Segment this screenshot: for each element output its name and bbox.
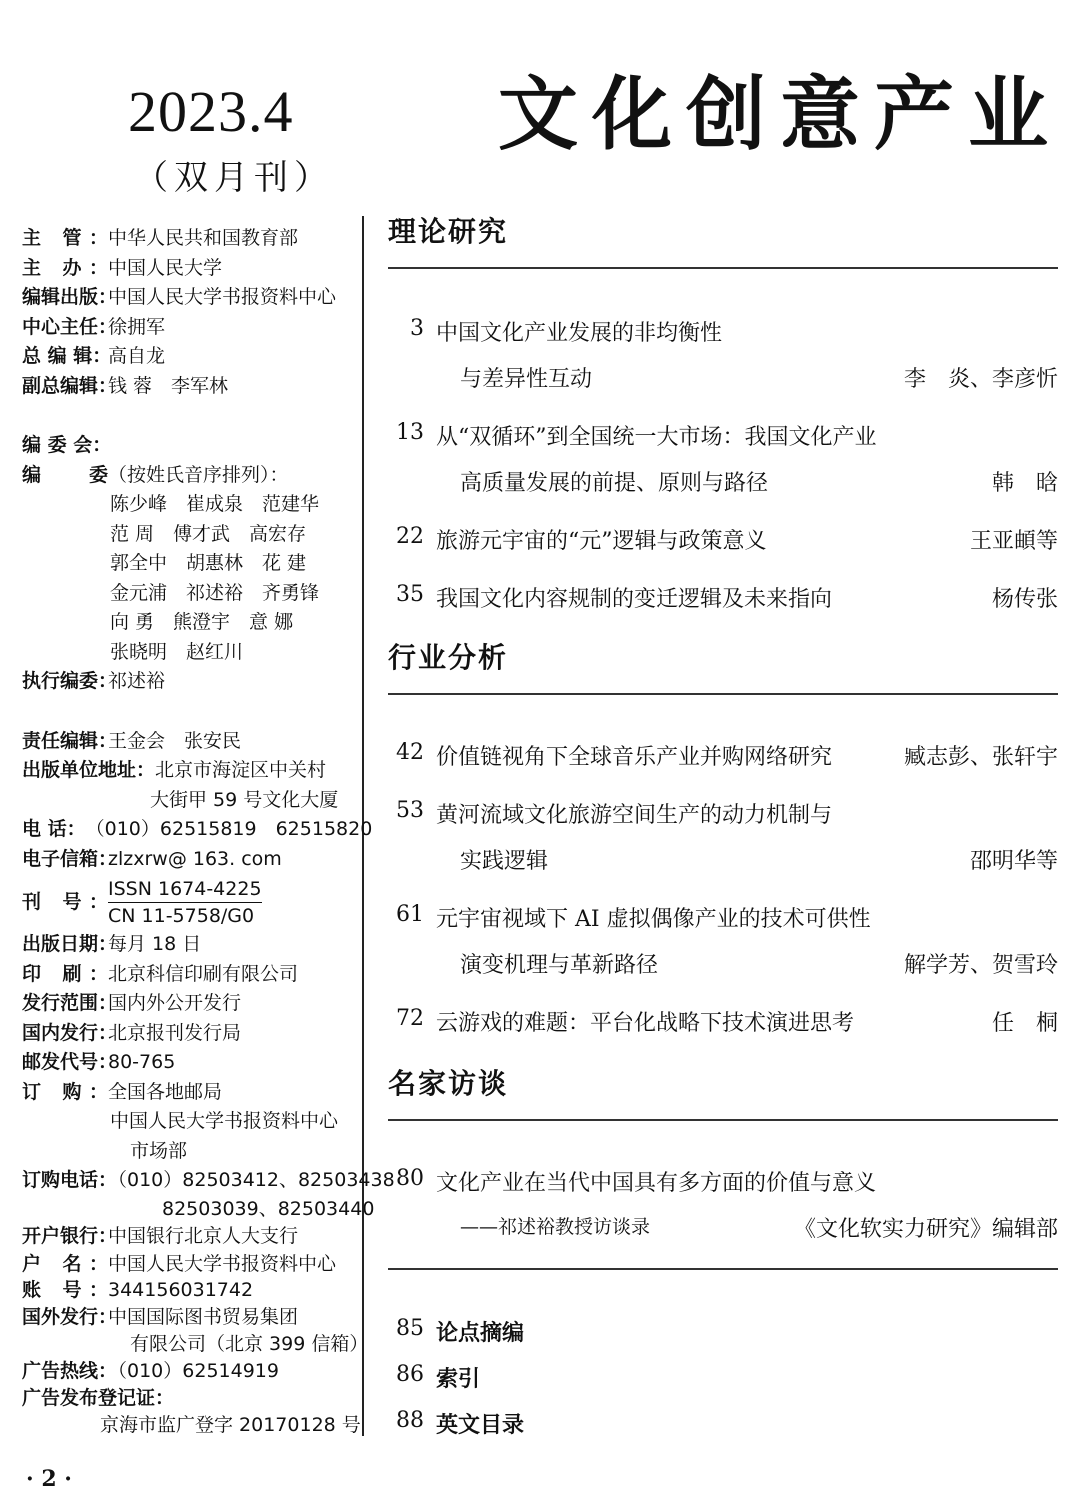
toc-title-cont: 演变机理与革新路径: [460, 953, 659, 978]
colophon-label: 总 编 辑：: [22, 345, 112, 367]
toc-page: 85: [396, 1316, 424, 1341]
toc-entry[interactable]: [388, 316, 1058, 406]
toc-title: 价值链视角下全球音乐产业并购网络研究: [436, 745, 833, 770]
toc-title: 我国文化内容规制的变迁逻辑及未来指向: [436, 587, 833, 612]
toc-title-cont: 与差异性互动: [460, 367, 593, 392]
colophon-label: 出版单位地址：: [22, 759, 156, 781]
toc-title: 元宇宙视域下 AI 虚拟偶像产业的技术可供性: [436, 907, 871, 932]
colophon-label: 国内发行：: [22, 1021, 118, 1044]
toc-page: 13: [396, 420, 424, 445]
colophon-value: 80-765: [108, 1051, 176, 1073]
colophon-label: 编 委: [22, 463, 108, 486]
colophon-row: [22, 960, 358, 990]
colophon-label: 中心主任：: [22, 315, 118, 338]
toc-author: 任 桐: [991, 1011, 1058, 1036]
toc-title: 黄河流域文化旅游空间生产的动力机制与: [436, 803, 833, 828]
colophon-value: 中国人民大学书报资料中心: [108, 286, 337, 308]
colophon-row: [22, 1048, 358, 1078]
colophon-label: 电 话：: [22, 818, 86, 840]
toc-entry[interactable]: [388, 1316, 1058, 1356]
colophon-row: [22, 989, 358, 1019]
colophon-value: 全国各地邮局: [108, 1080, 223, 1103]
toc-page: 42: [396, 740, 424, 765]
section-heading: 名家访谈: [388, 1067, 509, 1100]
toc-author: 李 炎、李彦忻: [903, 367, 1058, 392]
toc-page: 61: [396, 902, 424, 927]
toc-entry[interactable]: [388, 1006, 1058, 1046]
colophon-label: 开户银行：: [22, 1224, 118, 1247]
section-rule: [388, 1268, 1058, 1270]
toc-author: 杨传张: [991, 587, 1058, 612]
toc-title-cont: 实践逻辑: [460, 849, 549, 874]
colophon-label: 编 委 会：: [22, 434, 112, 456]
colophon-row: [22, 342, 358, 372]
colophon-row: [22, 1078, 358, 1108]
issn: ISSN 1674-4225: [108, 876, 262, 903]
colophon-row: [22, 372, 358, 402]
toc-page: 22: [396, 524, 424, 549]
colophon-row: [22, 1385, 358, 1412]
toc-title: 旅游元宇宙的“元”逻辑与政策意义: [436, 529, 767, 554]
cn-number: CN 11-5758/G0: [108, 905, 255, 927]
colophon-row: [22, 313, 358, 343]
colophon-label: 邮发代号：: [22, 1051, 118, 1073]
colophon-row: [22, 1019, 358, 1049]
colophon-label: 主 管：: [22, 227, 108, 249]
toc-title: 云游戏的难题：平台化战略下技术演进思考: [436, 1011, 855, 1036]
toc-subtitle: ——祁述裕教授访谈录: [460, 1216, 651, 1238]
toc-author: 邵明华等: [969, 849, 1058, 874]
colophon-row: [22, 254, 358, 284]
section-heading: 理论研究: [388, 215, 509, 248]
colophon-value: 钱 蓉 李军林: [108, 374, 229, 397]
colophon-value: 中国人民大学书报资料中心: [108, 1253, 337, 1275]
colophon-row: [22, 1222, 358, 1252]
colophon-value: 高自龙: [108, 345, 166, 367]
colophon-value: （010）82503412、82503438: [108, 1169, 395, 1191]
toc-page: 72: [396, 1006, 424, 1031]
section-heading: 行业分析: [388, 641, 509, 674]
colophon-value: 大街甲 59 号文化大厦: [150, 788, 339, 811]
colophon-label: 编辑出版：: [22, 286, 118, 308]
toc-title: 索引: [436, 1367, 481, 1392]
colophon-value: 京海市监广登字 20170128 号: [100, 1414, 361, 1436]
toc-entry[interactable]: [388, 1408, 1058, 1448]
colophon-row: [22, 845, 358, 875]
toc-title: 文化产业在当代中国具有多方面的价值与意义: [436, 1171, 877, 1196]
section-rule: [388, 693, 1058, 695]
toc-title: 从“双循环”到全国统一大市场：我国文化产业: [436, 425, 877, 450]
colophon-label: 国外发行：: [22, 1306, 118, 1328]
toc-author: 《文化软实力研究》编辑部: [793, 1217, 1058, 1242]
colophon-label: 出版日期：: [22, 933, 118, 955]
toc-author: 王亚頔等: [969, 529, 1058, 554]
colophon-value: 82503039、82503440: [162, 1197, 375, 1220]
toc-title: 英文目录: [436, 1413, 525, 1438]
colophon-label: 副总编辑：: [22, 374, 118, 397]
colophon: [22, 224, 395, 1439]
toc-page: 88: [396, 1408, 424, 1433]
colophon-value: 每月 18 日: [108, 933, 202, 955]
colophon-label: 主 办：: [22, 256, 108, 279]
section-rule: [388, 267, 1058, 269]
colophon-row: [22, 224, 358, 254]
colophon-label: 订购电话：: [22, 1169, 118, 1191]
toc-entry[interactable]: [388, 582, 1058, 622]
colophon-value: 市场部: [130, 1139, 188, 1162]
toc-entry[interactable]: [388, 524, 1058, 564]
toc-author: 韩 晗: [991, 471, 1058, 496]
toc-title-cont: 高质量发展的前提、原则与路径: [460, 471, 769, 496]
colophon-row: [22, 727, 358, 757]
colophon-value: 中华人民共和国教育部: [108, 227, 299, 249]
journal-title: 文化创意产业: [498, 67, 1062, 161]
colophon-value: 北京报刊发行局: [108, 1021, 242, 1044]
toc-title: 论点摘编: [436, 1321, 525, 1346]
page-number: · 2 ·: [26, 1466, 72, 1492]
colophon-label: 订 购：: [22, 1080, 108, 1103]
toc-title: 中国文化产业发展的非均衡性: [436, 321, 723, 346]
toc-page: 35: [396, 582, 424, 607]
toc-entry[interactable]: [388, 902, 1058, 992]
colophon-value: 王金会 张安民: [108, 729, 242, 752]
colophon-row: [22, 815, 373, 845]
colophon-value: 中国银行北京人大支行: [108, 1224, 299, 1247]
colophon-value: 北京科信印刷有限公司: [108, 962, 299, 985]
committee-members: 金元浦 祁述裕 齐勇锋: [110, 581, 320, 604]
colophon-value: 有限公司（北京 399 信箱）: [130, 1333, 369, 1355]
committee-members: 郭全中 胡惠林 花 建: [110, 552, 307, 574]
colophon-row: [22, 1277, 358, 1304]
colophon-row: [22, 667, 358, 697]
issn-block: [108, 876, 262, 930]
toc-page: 80: [396, 1166, 424, 1191]
colophon-label: 账 号：: [22, 1279, 108, 1301]
colophon-row: [22, 874, 358, 930]
table-of-contents: [388, 210, 1058, 269]
colophon-row: [22, 461, 358, 491]
committee-members: 向 勇 熊澄宇 意 娜: [110, 611, 294, 633]
colophon-label: 印 刷：: [22, 962, 108, 985]
toc-entry[interactable]: [388, 1166, 1058, 1256]
colophon-label: 电子信箱：: [22, 847, 118, 870]
colophon-value: 国内外公开发行: [108, 992, 242, 1014]
colophon-label: 刊 号：: [22, 891, 108, 913]
colophon-row: [22, 431, 358, 461]
colophon-label: 广告热线：: [22, 1360, 118, 1382]
committee-members: 陈少峰 崔成泉 范建华: [110, 493, 320, 515]
colophon-label: 广告发布登记证：: [22, 1387, 175, 1409]
issue-number: 2023.4: [128, 79, 294, 144]
colophon-value: 中国国际图书贸易集团: [108, 1306, 299, 1328]
frequency-label: （双月刊）: [134, 158, 334, 198]
colophon-row: [22, 283, 358, 313]
colophon-row: [22, 756, 358, 786]
colophon-value: zlzxrw@ 163. com: [108, 847, 282, 870]
colophon-label: 执行编委：: [22, 670, 118, 692]
colophon-value: 344156031742: [108, 1279, 254, 1301]
colophon-row: [22, 930, 358, 960]
colophon-value: （010）62515819 62515820: [85, 818, 373, 840]
toc-page: 86: [396, 1362, 424, 1387]
colophon-label: 责任编辑：: [22, 729, 118, 752]
colophon-value: 祁述裕: [108, 670, 166, 692]
colophon-value: 徐拥军: [108, 315, 166, 338]
toc-entry[interactable]: [388, 420, 1058, 510]
colophon-value: （按姓氏音序排列）：: [108, 463, 289, 486]
colophon-row: [22, 1166, 395, 1196]
colophon-value: （010）62514919: [108, 1360, 279, 1382]
toc-page: 3: [410, 316, 424, 341]
toc-page: 53: [396, 798, 424, 823]
committee-members: 张晓明 赵红川: [110, 640, 244, 663]
toc-entry[interactable]: [388, 740, 1058, 780]
toc-entry[interactable]: [388, 798, 1058, 888]
colophon-value: 中国人民大学书报资料中心: [110, 1110, 339, 1132]
colophon-value: 北京市海淀区中关村: [155, 759, 327, 781]
colophon-label: 户 名：: [22, 1253, 108, 1275]
colophon-row: [22, 1358, 358, 1385]
colophon-row: [22, 1304, 358, 1331]
toc-author: 臧志彭、张轩宇: [903, 745, 1058, 770]
toc-author: 解学芳、贺雪玲: [903, 953, 1058, 978]
colophon-row: [22, 1251, 358, 1277]
toc-entry[interactable]: [388, 1362, 1058, 1402]
section-rule: [388, 1119, 1058, 1121]
colophon-label: 发行范围：: [22, 992, 118, 1014]
committee-members: 范 周 傅才武 高宏存: [110, 522, 307, 545]
colophon-value: 中国人民大学: [108, 256, 223, 279]
